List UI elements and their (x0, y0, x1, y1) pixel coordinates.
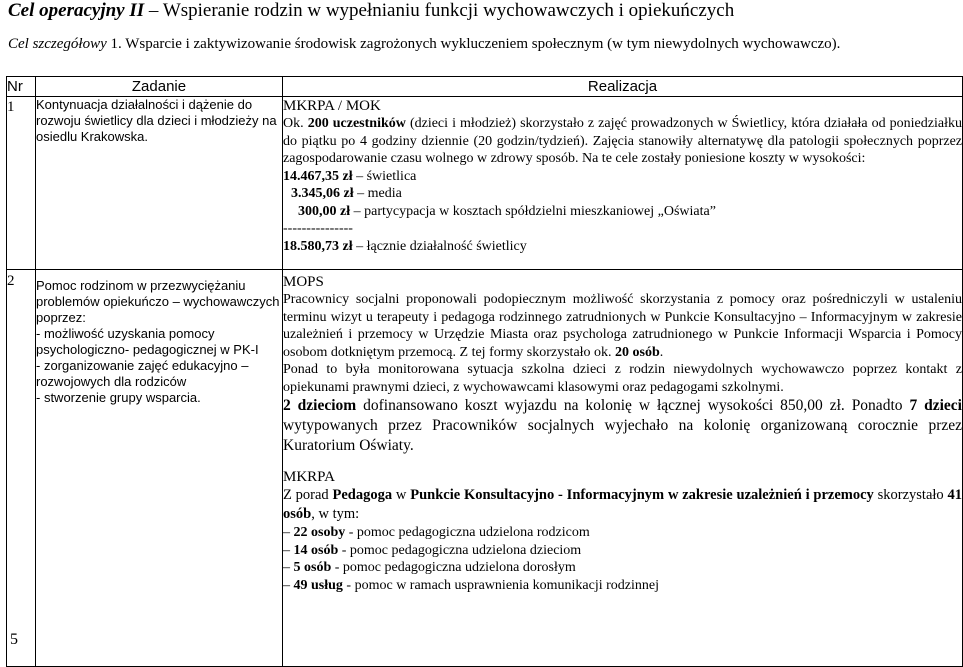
task-description (36, 270, 283, 667)
text-fragment: Pracownicy socjalni proponowali podopiecznym możliwość skorzystania z pomocy oraz pośredniczyli w ustaleniu terminu wizyt u terapeuty i pedagoga rodzinnego zatrudnionych w Punkcie Konsultacyjno – Informacyjnym w zakresie uzależnień i przemocy w Urzędzie Miasta oraz psychologa zatrudnionego w Punkcie Informacji Wsparcia i Pomocy osobom dotkniętym przemocą. Z tej formy skorzystało ok. (283, 292, 962, 360)
bold-fragment: 41 osób (283, 487, 962, 522)
text-fragment: - pomoc w ramach usprawnienia komunikacji rodzinnej (342, 577, 659, 593)
title-text: – Wspieranie rodzin w wypełnianiu funkcji wychowawczych i opiekuńczych (144, 0, 735, 21)
text-fragment: (dzieci i młodzież) skorzystało z zajęć prowadzonych w Świetlicy, która działała od poniedziałku do piątku po 4 godziny dziennie (20 godzin/tydzień). Zajęcia stanowiły alternatywę dla patologii społecznych poprzez zagospodarowanie czasu wolnego w zdrowy sposób. Na te cele zostały poniesione koszty w wysokości: (283, 116, 962, 166)
realization-cell (283, 270, 963, 667)
bold-fragment: 22 osoby (293, 525, 346, 540)
cost-description: – świetlica (352, 168, 417, 184)
subtitle-text: 1. Wsparcie i zaktywizowanie środowisk zagrożonych wykluczeniem społecznym (w tym niewydolnych wychowawczo). (106, 36, 841, 52)
realization-paragraph (283, 115, 962, 168)
text-fragment: skorzystało (873, 487, 948, 503)
dash: – (283, 542, 294, 558)
cost-amount: 3.345,06 zł (291, 186, 354, 201)
page-number: 5 (10, 631, 18, 648)
task-line: Pomoc rodzinom w przezwyciężaniu problemów opiekuńczo – wychowawczych poprzez: (36, 278, 280, 325)
dash: – (283, 577, 294, 593)
list-item (283, 559, 962, 577)
total-line (283, 238, 962, 256)
bold-fragment: Punkcie Konsultacyjno - Informacyjnym (410, 487, 665, 503)
table-row (7, 270, 963, 667)
cost-line (283, 168, 962, 186)
organization-label: MKRPA / MOK (283, 98, 381, 114)
bold-fragment: w zakresie uzależnień i przemocy (664, 487, 874, 503)
column-header-nr: Nr (7, 77, 36, 97)
title-label: Cel operacyjny II (8, 0, 145, 21)
organization-label: MOPS (283, 274, 324, 290)
cost-amount: 300,00 zł (298, 203, 351, 219)
bold-fragment: Pedagoga (332, 487, 393, 503)
page-subtitle (8, 36, 840, 53)
list-item (283, 577, 962, 595)
dash: – (283, 560, 294, 575)
column-header-realization: Realizacja (283, 77, 963, 97)
total-amount: 18.580,73 zł (283, 238, 353, 254)
text-fragment: Ok. (283, 116, 308, 131)
text-fragment: - pomoc pedagogiczna udzielona dorosłym (331, 560, 576, 575)
task-line: - zorganizowanie zajęć edukacyjno – rozwojowych dla rodziców (36, 358, 249, 389)
text-fragment: wytypowanych przez Pracowników socjalnych wyjechało na kolonię organizowaną corocznie przez Kuratorium Oświaty. (283, 417, 962, 454)
cost-description: – media (353, 186, 402, 201)
total-description: – łącznie działalność świetlicy (352, 238, 527, 254)
cost-description: – partycypacja w kosztach spółdzielni mieszkaniowej „Oświata” (350, 203, 716, 219)
realization-paragraph (283, 291, 962, 361)
organization-label: MKRPA (283, 469, 335, 485)
column-header-task: Zadanie (36, 77, 283, 97)
separator-line: --------------- (283, 221, 353, 236)
bold-fragment: 200 uczestników (307, 116, 406, 131)
cost-line (283, 203, 962, 221)
table-header-row (7, 77, 963, 97)
text-fragment: - pomoc pedagogiczna udzielona dzieciom (338, 542, 582, 558)
realization-paragraph: Ponad to była monitorowana sytuacja szkolna dzieci z rodzin niewydolnych wychowawczo poprzez kontakt z opiekunami prawnymi dzieci, z wychowawcami klasowymi oraz pedagogami szkolnymi. (283, 362, 962, 395)
bold-fragment: 20 osób (615, 344, 660, 360)
cost-line (283, 185, 962, 203)
text-fragment: dofinansowano koszt wyjazdu na kolonię w łącznej wysokości 850,00 zł. Ponadto (356, 397, 910, 414)
text-fragment: Z porad (283, 487, 333, 503)
page-title (8, 0, 734, 22)
row-number: 2 (7, 270, 36, 667)
realization-paragraph (283, 396, 962, 456)
task-line: - stworzenie grupy wsparcia. (36, 390, 201, 405)
dash: – (283, 525, 294, 540)
bold-fragment: 2 dzieciom (283, 397, 357, 414)
realization-paragraph (283, 486, 962, 524)
subtitle-label: Cel szczegółowy (8, 36, 107, 52)
task-line: - możliwość uzyskania pomocy psychologiczno- pedagogicznej w PK-I (36, 326, 259, 357)
text-fragment: - pomoc pedagogiczna udzielona rodzicom (345, 525, 590, 540)
text-fragment: . (659, 344, 664, 360)
bold-fragment: 14 osób (293, 542, 339, 558)
realization-cell (283, 97, 963, 270)
plan-table (6, 76, 963, 667)
row-number: 1 (7, 97, 36, 270)
task-description: Kontynuacja działalności i dążenie do rozwoju świetlicy dla dzieci i młodzieży na osiedlu Krakowska. (36, 97, 283, 270)
spacer (283, 456, 962, 468)
bold-fragment: 49 usług (293, 577, 343, 593)
list-item (283, 524, 962, 542)
cost-amount: 14.467,35 zł (283, 168, 353, 184)
bold-fragment: 7 dzieci (909, 397, 962, 414)
table-row (7, 97, 963, 270)
list-item (283, 542, 962, 560)
bold-fragment: 5 osób (293, 560, 332, 575)
text-fragment: , w tym: (311, 506, 360, 522)
text-fragment: w (392, 487, 411, 503)
